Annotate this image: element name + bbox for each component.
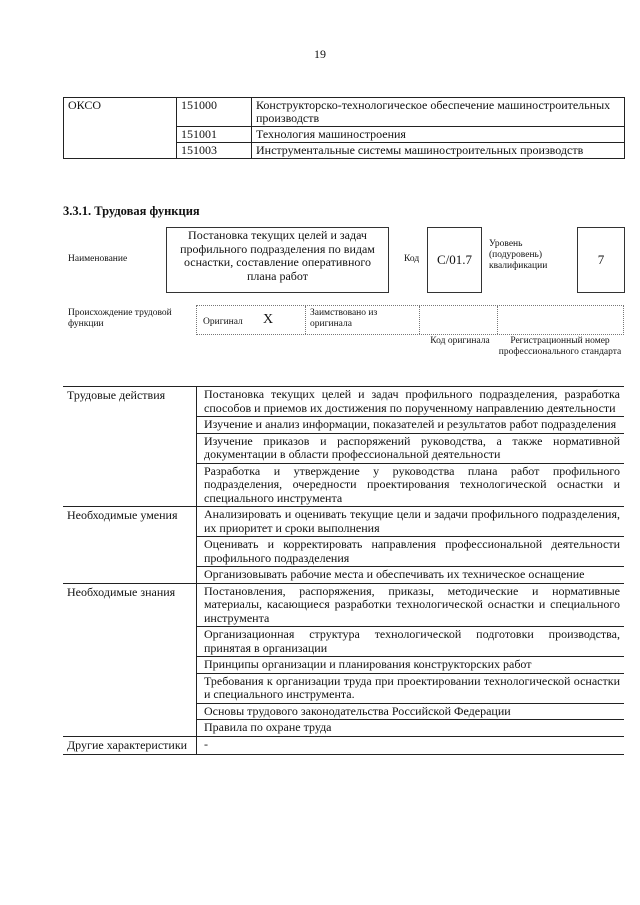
group-heading: Другие характеристики: [63, 736, 197, 755]
section-title: 3.3.1. Трудовая функция: [63, 204, 200, 218]
table-row: [63, 387, 624, 417]
list-item: Принципы организации и планирования конструкторских работ: [197, 657, 625, 674]
list-item: Правила по охране труда: [197, 720, 625, 737]
origin-label: Происхождение трудовой функции: [68, 308, 172, 329]
list-item: Постановления, распоряжения, приказы, методические и нормативные материалы, касающиеся разработки технологической оснастки и специального инструмента: [197, 583, 625, 627]
table-row: [63, 507, 624, 537]
level-label: Уровень (подуровень) квалификации: [489, 239, 548, 271]
code-box: [427, 227, 482, 293]
table-row: [63, 736, 624, 755]
okso-code: 151003: [177, 143, 252, 159]
name-value: Постановка текущих целей и задач профильного подразделения по видам оснастки, составление оперативного плана работ: [180, 228, 375, 283]
list-item: Организовывать рабочие места и обеспечивать их техническое оснащение: [197, 567, 625, 584]
okso-code: 151001: [177, 127, 252, 143]
page-number: 19: [314, 47, 326, 61]
list-item: Изучение и анализ информации, показателей и результатов работ подразделения: [197, 417, 625, 434]
original-label: Оригинал: [203, 317, 243, 327]
table-row: [64, 98, 625, 127]
list-item: Основы трудового законодательства Российской Федерации: [197, 703, 625, 720]
code-original-label: Код оригинала: [430, 336, 490, 346]
okso-text: Конструкторско-технологическое обеспечение машиностроительных производств: [252, 98, 625, 127]
group-heading: Трудовые действия: [63, 387, 197, 507]
group-heading: Необходимые знания: [63, 583, 197, 736]
list-item: Постановка текущих целей и задач профильного подразделения, разработка способов и приемов их достижения по порученному направлению деятельности: [197, 387, 625, 417]
list-item: Анализировать и оценивать текущие цели и задачи профильного подразделения, их приоритет и сроки выполнения: [197, 507, 625, 537]
list-item: Разработка и утверждение у руководства плана работ профильного подразделения, очередности проектирования технологической оснастки и специального инструмента: [197, 463, 625, 507]
borrowed-label: Заимствовано из оригинала: [310, 308, 378, 329]
level-value: 7: [597, 252, 605, 267]
code-value: С/01.7: [436, 252, 473, 267]
okso-label: ОКСО: [64, 98, 177, 159]
group-heading: Необходимые умения: [63, 507, 197, 584]
origin-table: [196, 305, 624, 335]
list-item: Организационная структура технологической подготовки производства, принятая в организации: [197, 627, 625, 657]
name-label: Наименование: [68, 254, 128, 264]
registration-number-label: Регистрационный номер профессионального стандарта: [498, 336, 622, 357]
okso-code: 151000: [177, 98, 252, 127]
level-box: [577, 227, 625, 293]
list-item: Оценивать и корректировать направления профессиональной деятельности профильного подразделения: [197, 537, 625, 567]
okso-text: Инструментальные системы машиностроительных производств: [252, 143, 625, 159]
list-item: -: [197, 736, 625, 755]
list-item: Требования к организации труда при проектировании технологической оснастки и специального инструмента.: [197, 673, 625, 703]
code-label: Код: [404, 254, 420, 264]
table-row: [63, 583, 624, 627]
okso-table: [63, 97, 625, 159]
name-box: [166, 227, 389, 293]
functions-table: [63, 386, 624, 755]
list-item: Изучение приказов и распоряжений руководства, а также нормативной документации в области профессиональной деятельности: [197, 433, 625, 463]
okso-text: Технология машиностроения: [252, 127, 625, 143]
original-mark: X: [263, 312, 274, 327]
